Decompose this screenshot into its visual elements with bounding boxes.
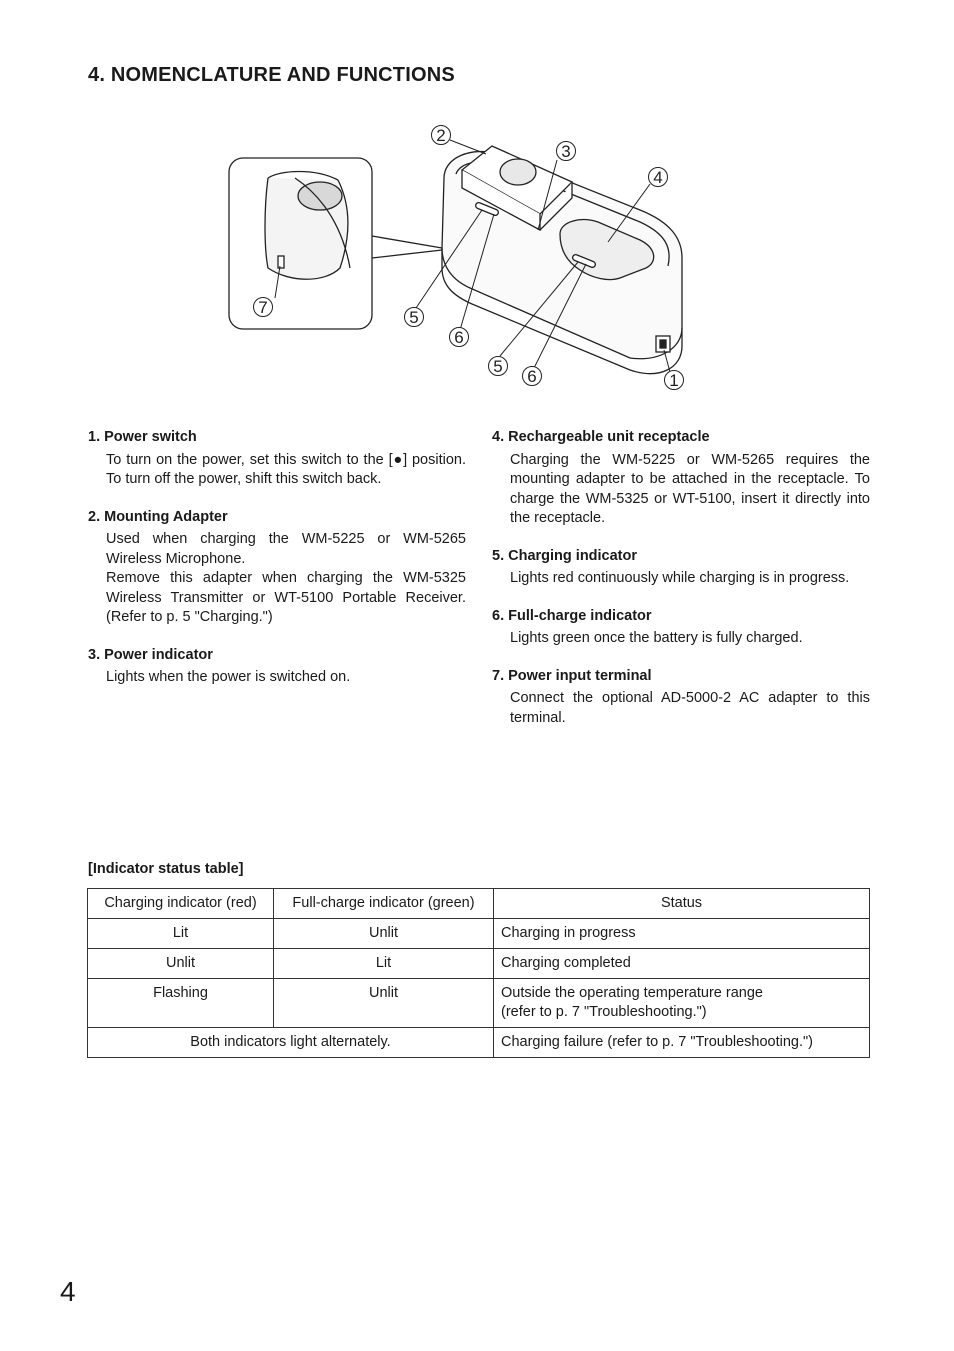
callout-5a: 5 bbox=[409, 308, 419, 327]
left-column bbox=[88, 428, 466, 706]
page-number: 4 bbox=[60, 1276, 76, 1307]
item-heading: 1. Power switch bbox=[88, 429, 197, 445]
cell-status: Charging in progress bbox=[494, 919, 870, 949]
item-power-switch bbox=[88, 428, 466, 490]
right-column bbox=[492, 428, 870, 746]
callout-1: 1 bbox=[669, 371, 679, 390]
table-row bbox=[88, 1028, 870, 1058]
item-power-input-terminal bbox=[492, 667, 870, 729]
status-line: (refer to p. 7 "Troubleshooting.") bbox=[501, 1004, 707, 1020]
item-mounting-adapter bbox=[88, 508, 466, 628]
header-full-charge: Full-charge indicator (green) bbox=[274, 889, 494, 919]
status-line: Outside the operating temperature range bbox=[501, 985, 763, 1001]
item-text: Remove this adapter when charging the WM-5325 Wireless Transmitter or WT-5100 Portable Receiver. (Refer to p. 5 "Charging.") bbox=[106, 570, 466, 625]
item-heading: 6. Full-charge indicator bbox=[492, 607, 652, 624]
callout-4: 4 bbox=[653, 168, 663, 187]
item-power-indicator bbox=[88, 646, 466, 688]
header-status: Status bbox=[494, 889, 870, 919]
item-text: Charging the WM-5225 or WM-5265 requires the mounting adapter to be attached in the receptacle. To charge the WM-5325 or WT-5100, insert it directly into the receptacle. bbox=[510, 451, 870, 526]
table-caption: [Indicator status table] bbox=[88, 861, 244, 877]
header-charging: Charging indicator (red) bbox=[88, 889, 274, 919]
item-text: Connect the optional AD-5000-2 AC adapter to this terminal. bbox=[510, 690, 870, 726]
item-charging-indicator bbox=[492, 547, 870, 589]
item-heading: 4. Rechargeable unit receptacle bbox=[492, 429, 710, 445]
callout-6b: 6 bbox=[527, 367, 537, 386]
callout-3: 3 bbox=[561, 142, 571, 161]
table-row bbox=[88, 919, 870, 949]
item-text: To turn on the power, set this switch to the [●] position. To turn off the power, shift this switch back. bbox=[106, 451, 466, 487]
cell-status bbox=[494, 979, 870, 1028]
item-heading: 7. Power input terminal bbox=[492, 667, 652, 684]
table-row bbox=[88, 979, 870, 1028]
item-text: Lights red continuously while charging is in progress. bbox=[510, 570, 850, 586]
item-full-charge-indicator bbox=[492, 607, 870, 649]
table-header-row bbox=[88, 889, 870, 919]
cell-charging: Flashing bbox=[88, 979, 274, 1028]
cell-charging: Unlit bbox=[88, 949, 274, 979]
charger-illustration bbox=[220, 118, 700, 398]
callout-6a: 6 bbox=[454, 328, 464, 347]
page-title: 4. NOMENCLATURE AND FUNCTIONS bbox=[88, 64, 455, 86]
item-receptacle bbox=[492, 428, 870, 529]
cell-full-charge: Lit bbox=[274, 949, 494, 979]
table-row bbox=[88, 949, 870, 979]
indicator-status-table bbox=[87, 888, 870, 1058]
item-heading: 2. Mounting Adapter bbox=[88, 508, 228, 525]
item-text: Lights green once the battery is fully charged. bbox=[510, 630, 803, 646]
cell-full-charge: Unlit bbox=[274, 919, 494, 949]
cell-status: Charging completed bbox=[494, 949, 870, 979]
callout-2: 2 bbox=[436, 126, 446, 145]
cell-full-charge: Unlit bbox=[274, 979, 494, 1028]
callout-5b: 5 bbox=[493, 357, 503, 376]
callout-7: 7 bbox=[258, 298, 268, 317]
cell-status: Charging failure (refer to p. 7 "Troubleshooting.") bbox=[494, 1028, 870, 1058]
cell-combined: Both indicators light alternately. bbox=[88, 1028, 494, 1058]
item-heading: 3. Power indicator bbox=[88, 646, 213, 663]
cell-charging: Lit bbox=[88, 919, 274, 949]
item-text: Lights when the power is switched on. bbox=[106, 669, 351, 685]
item-heading: 5. Charging indicator bbox=[492, 547, 638, 564]
item-text: Used when charging the WM-5225 or WM-5265 Wireless Microphone. bbox=[106, 531, 466, 567]
charger-body bbox=[442, 146, 682, 374]
